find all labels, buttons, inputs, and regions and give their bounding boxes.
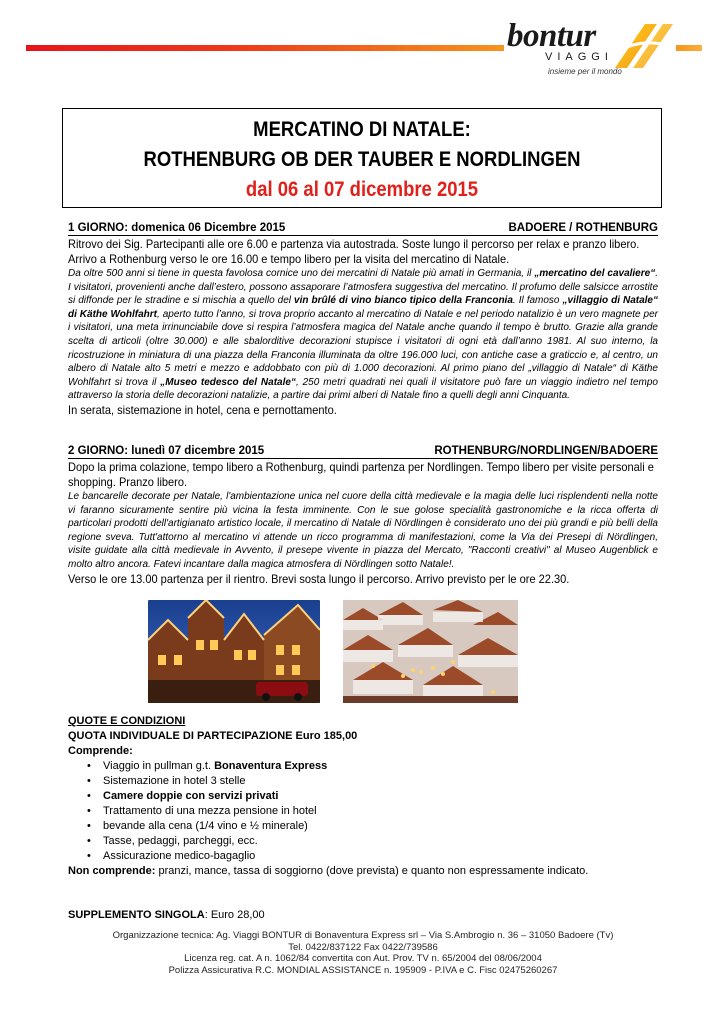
supplement-label: SUPPLEMENTO SINGOLA — [68, 909, 205, 921]
nordlingen-photo — [343, 600, 518, 703]
quote-price: QUOTA INDIVIDUALE DI PARTECIPAZIONE Euro 185,00 — [68, 730, 358, 742]
includes-item — [103, 834, 668, 849]
day1-paragraph-2: Arrivo a Rothenburg verso le ore 16.00 e tempo libero per la visita del mercatino di Natale. — [68, 252, 510, 266]
bontur-logo — [505, 14, 675, 80]
item-text: Tasse, pedaggi, parcheggi, ecc. — [103, 835, 258, 847]
day1-desc-d: vin brûlé di vino bianco tipico della Franconia — [294, 295, 513, 307]
day1-section — [68, 222, 658, 418]
title-dates: dal 06 al 07 dicembre 2015 — [245, 178, 479, 201]
day2-heading — [68, 445, 658, 459]
day1-desc-e: . Il famoso — [512, 295, 563, 307]
day1-desc-a: Da oltre 500 anni si tiene in questa favolosa cornice uno dei mercatini di Natale più amati in Germania, il — [68, 268, 535, 279]
footer-line-3: Licenza reg. cat. A n. 1062/84 convertita con Aut. Prov. TV n. 65/2004 del 08/06/2004 — [184, 953, 542, 964]
day2-section — [68, 445, 658, 587]
day1-paragraph-3: In serata, sistemazione in hotel, cena e pernottamento. — [68, 402, 337, 417]
includes-item — [103, 804, 668, 819]
day2-date: 2 GIORNO: lunedì 07 dicembre 2015 — [68, 445, 265, 457]
item-bold: Camere doppie con servizi privati — [103, 790, 279, 802]
title-line-2: ROTHENBURG OB DER TAUBER E NORDLINGEN — [143, 148, 581, 171]
footer-line-4: Polizza Assicurativa R.C. MONDIAL ASSISTANCE n. 195909 - P.IVA e C. Fisc 02475260267 — [168, 964, 558, 976]
includes-item — [103, 849, 668, 864]
item-text: Sistemazione in hotel 3 stelle — [103, 775, 246, 787]
header-rule-right — [676, 45, 702, 51]
day1-desc-i: , 250 metri quadrati nei quali il visitatore può fare un viaggio indietro nel tempo attraverso la storia delle decorazioni natalizie, a partire dai primi alberi di Natale fino a quelli degli anni Cinquanta. — [68, 376, 658, 402]
rothenburg-photo — [148, 600, 320, 703]
footer-line-1: Organizzazione tecnica: Ag. Viaggi BONTUR di Bonaventura Express srl – Via S.Ambrogio n. 36 – 31050 Badoere (Tv) — [112, 930, 614, 941]
day1-description — [68, 267, 658, 403]
excludes-text: pranzi, mance, tassa di soggiorno (dove prevista) e quanto non espressamente indicato. — [155, 865, 589, 877]
supplement-value: : Euro 28,00 — [204, 909, 265, 921]
excludes-line — [68, 864, 668, 879]
includes-label: Comprende: — [68, 745, 133, 757]
logo-tagline: insieme per il mondo — [548, 67, 622, 76]
item-text: Viaggio in pullman g.t. — [103, 760, 215, 772]
includes-item — [103, 774, 668, 789]
day2-paragraph-2: Verso le ore 13.00 partenza per il rientro. Brevi sosta lungo il percorso. Arrivo previsto per le ore 22.30. — [68, 571, 570, 586]
day1-desc-b: „mercatino del cavaliere“ — [534, 268, 656, 279]
includes-list — [68, 759, 668, 864]
excludes-label: Non comprende: — [68, 865, 156, 877]
day2-paragraph-1: Dopo la prima colazione, tempo libero a Rothenburg, quindi partenza per Nordlingen. Tempo libero per visite personali e shopping. Pranzo libero. — [68, 460, 654, 489]
title-line-1: MERCATINO DI NATALE: — [253, 118, 471, 141]
item-text: bevande alla cena (1/4 vino e ½ minerale) — [103, 820, 308, 832]
day1-date: 1 GIORNO: domenica 06 Dicembre 2015 — [68, 222, 286, 234]
item-text: Assicurazione medico-bagaglio — [103, 850, 256, 862]
day2-route: ROTHENBURG/NORDLINGEN/BADOERE — [434, 445, 658, 457]
quote-heading: QUOTE E CONDIZIONI — [68, 715, 186, 727]
footer — [68, 930, 658, 976]
logo-wordmark: bontur — [507, 18, 596, 54]
day2-description: Le bancarelle decorate per Natale, l'ambientazione unica nel cuore della città medievale e la magia delle luci risplendenti nella notte vi faranno sicuramente sentire più vicina la festa imminente. Con le sue golose specialità gastronomiche e la ricca offerta di particolari prodotti dell'artigianato artistico locale, il mercatino di Natale di Nördlingen è considerato uno dei più grandi e più belli della regione sveva. Tutt'attorno al mercatino vi attende un ricco programma di manifestazioni, come la Via dei Presepi di Nördlingen, visite guidate alla città medievale in Avvento, il presepe vivente in piazza del Mercato, "Racconti creativi" al Museo Augenblick e molto altro ancora. Fatevi incantare dalla magica atmosfera di Nördlingen sotto Natale!. — [68, 491, 658, 570]
includes-item — [103, 819, 668, 834]
day1-heading — [68, 222, 658, 236]
day1-desc-h: „Museo tedesco del Natale“ — [160, 376, 296, 388]
title-box — [62, 108, 662, 208]
item-bold: Bonaventura Express — [214, 760, 328, 772]
includes-item — [103, 789, 668, 804]
day1-route: BADOERE / ROTHENBURG — [508, 222, 658, 234]
quote-section — [68, 714, 668, 923]
day1-desc-c: . I visitatori, provenienti anche dall’estero, possono assaporare l’atmosfera suggestiva del mercatino. Il profumo delle salsicce arrostite si diffonde per le stradine e si mischia a quello del — [68, 268, 658, 307]
includes-item — [103, 759, 668, 774]
day1-desc-g: , aperto tutto l’anno, si trova proprio accanto al mercatino di Natale e nel periodo natalizio è un vero magnete per i visitatori, una meta irrinunciabile dove si respira l’atmosfera magica del Natale anche quando il tempo è brutto. Grazie alla grande scelta di articoli (oltre 30.000) e alle sbalorditive decorazioni stupisce i visitatori di ogni età dall’anno 1981. Al suo interno, la ricostruzione in miniatura di una piazza della Franconia illuminata da oltre 196.000 luci, con antiche case a graticcio e, al centro, un albero di Natale alto 5 metri e mezzo e addobbato con più di 1.000 decorazioni. Al primo piano del „villaggio di Natale“ di Käthe Wohlfahrt si trova il — [68, 308, 658, 388]
supplement-line — [68, 908, 668, 923]
day1-paragraph-1: Ritrovo dei Sig. Partecipanti alle ore 6.00 e partenza via autostrada. Soste lungo il percorso per relax e pranzo libero. — [68, 237, 640, 251]
logo-subtitle: VIAGGI — [545, 51, 613, 63]
day1-desc-f: „villaggio di Natale“ di Käthe Wohlfahrt — [68, 295, 658, 320]
header-rule-left — [26, 45, 504, 51]
item-text: Trattamento di una mezza pensione in hotel — [103, 805, 317, 817]
footer-line-2: Tel. 0422/837122 Fax 0422/739586 — [288, 941, 438, 953]
